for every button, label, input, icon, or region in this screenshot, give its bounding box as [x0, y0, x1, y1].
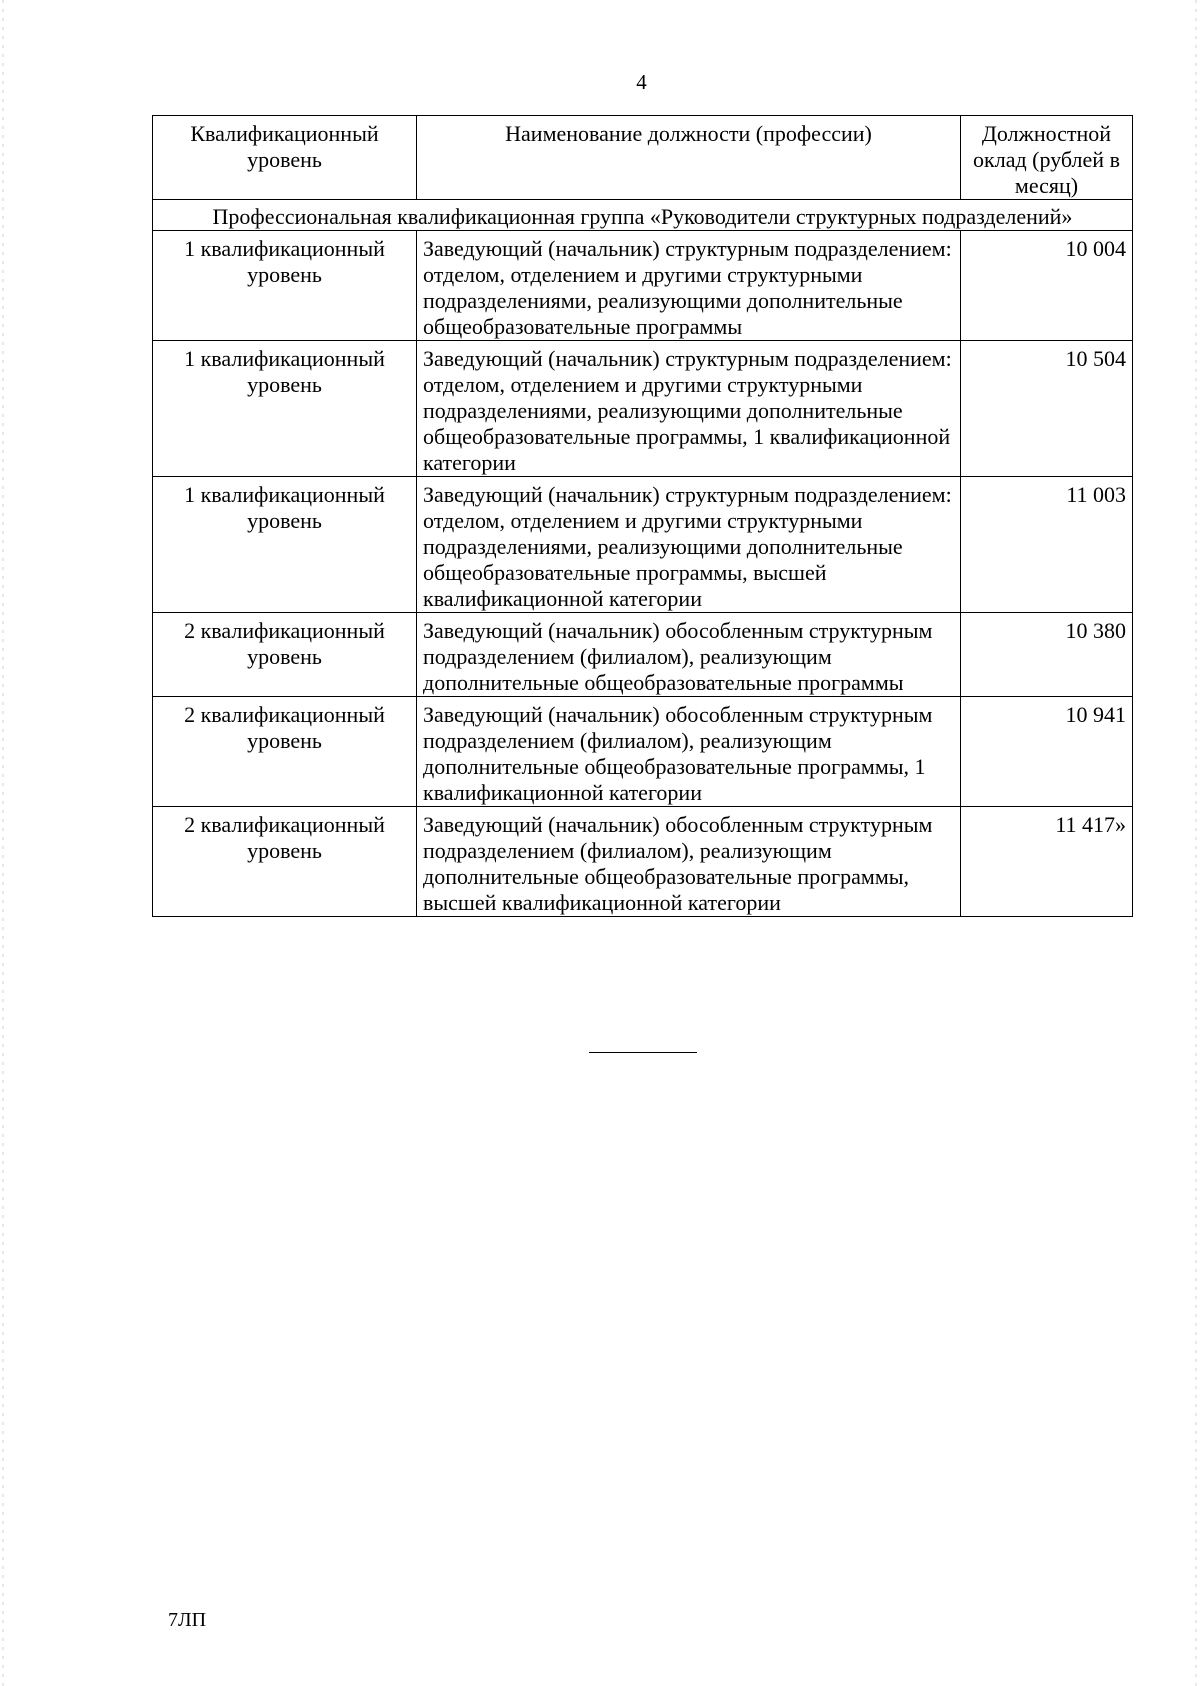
footer-code: 7ЛП	[168, 1609, 207, 1631]
table-header-row	[153, 116, 1133, 200]
table-row	[153, 341, 1133, 477]
row-salary: 10 380	[961, 613, 1133, 697]
salary-table	[152, 115, 1133, 917]
row-position: Заведующий (начальник) структурным подразделением: отделом, отделением и другими структурными подразделениями, реализующими дополнительные общеобразовательные программы	[417, 231, 961, 341]
header-salary: Должностной оклад (рублей в месяц)	[961, 116, 1133, 200]
row-level: 1 квалификационный уровень	[153, 477, 417, 613]
end-of-document-rule	[589, 1052, 697, 1053]
table-row	[153, 807, 1133, 917]
row-level: 2 квалификационный уровень	[153, 613, 417, 697]
row-salary: 11 003	[961, 477, 1133, 613]
table-row	[153, 613, 1133, 697]
row-salary: 10 504	[961, 341, 1133, 477]
row-position: Заведующий (начальник) обособленным структурным подразделением (филиалом), реализующим дополнительные общеобразовательные программы, 1 квалификационной категории	[417, 697, 961, 807]
header-level: Квалификационный уровень	[153, 116, 417, 200]
row-salary: 10 004	[961, 231, 1133, 341]
row-position: Заведующий (начальник) обособленным структурным подразделением (филиалом), реализующим дополнительные общеобразовательные программы	[417, 613, 961, 697]
row-level: 1 квалификационный уровень	[153, 341, 417, 477]
row-position: Заведующий (начальник) обособленным структурным подразделением (филиалом), реализующим дополнительные общеобразовательные программы, высшей квалификационной категории	[417, 807, 961, 917]
table-row	[153, 697, 1133, 807]
group-row	[153, 200, 1133, 231]
row-position: Заведующий (начальник) структурным подразделением: отделом, отделением и другими структурными подразделениями, реализующими дополнительные общеобразовательные программы, высшей квалификационной категории	[417, 477, 961, 613]
row-level: 2 квалификационный уровень	[153, 807, 417, 917]
table-row	[153, 477, 1133, 613]
row-level: 2 квалификационный уровень	[153, 697, 417, 807]
table-row	[153, 231, 1133, 341]
scan-edge-right	[1195, 0, 1197, 1686]
scan-edge-left	[2, 0, 4, 1686]
row-salary: 11 417»	[961, 807, 1133, 917]
row-level: 1 квалификационный уровень	[153, 231, 417, 341]
header-name: Наименование должности (профессии)	[417, 116, 961, 200]
page-number: 4	[636, 70, 647, 94]
group-title: Профессиональная квалификационная группа «Руководители структурных подразделений»	[153, 200, 1133, 231]
row-salary: 10 941	[961, 697, 1133, 807]
row-position: Заведующий (начальник) структурным подразделением: отделом, отделением и другими структурными подразделениями, реализующими дополнительные общеобразовательные программы, 1 квалификационной категории	[417, 341, 961, 477]
